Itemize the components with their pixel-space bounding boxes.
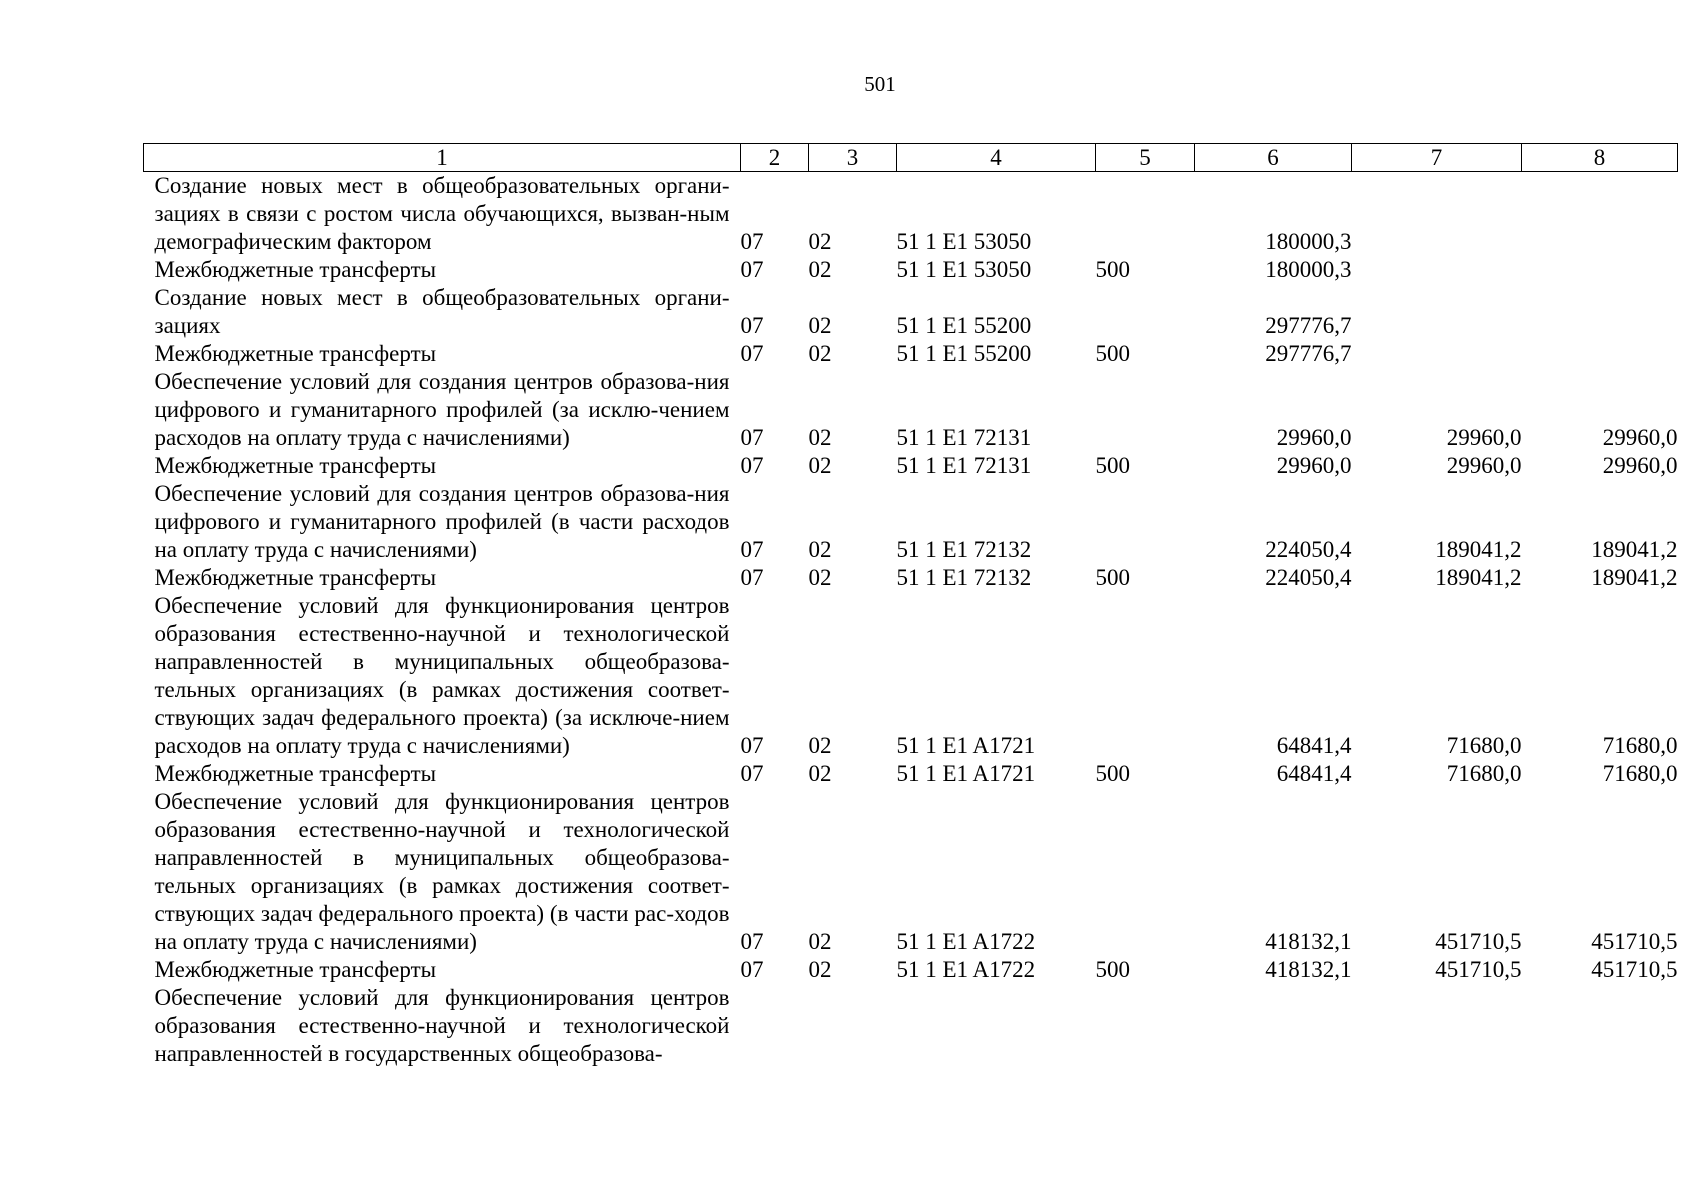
section-code-cell: 07	[740, 453, 764, 478]
amount-column-6-cell: 297776,7	[1265, 341, 1352, 366]
column-header: 7	[1352, 144, 1522, 172]
amount-column-8-cell	[1522, 284, 1678, 340]
section-code-cell: 07	[740, 957, 764, 982]
amount-column-7-cell: 451710,5	[1435, 957, 1522, 982]
amount-column-8-cell: 71680,0	[1602, 761, 1678, 786]
table-row	[144, 452, 1678, 480]
budget-table	[143, 143, 1678, 1068]
amount-column-7-cell	[1352, 284, 1522, 340]
section-code-cell: 07	[740, 565, 764, 590]
section-code-cell: 07	[740, 229, 764, 254]
subsection-code-cell	[809, 984, 897, 1068]
table-row	[144, 564, 1678, 592]
amount-column-6-cell: 418132,1	[1265, 957, 1352, 982]
subsection-code-cell: 02	[808, 929, 832, 954]
section-code-cell: 07	[740, 537, 764, 562]
amount-column-6-cell: 64841,4	[1276, 733, 1352, 758]
expense-type-cell: 500	[1095, 957, 1130, 982]
expense-type-cell	[1096, 368, 1195, 452]
section-code-cell: 07	[740, 425, 764, 450]
amount-column-6-cell	[1195, 984, 1352, 1068]
row-name-cell: Межбюджетные трансферты	[154, 257, 437, 282]
section-code-cell: 07	[740, 733, 764, 758]
column-header: 6	[1195, 144, 1352, 172]
amount-column-8-cell	[1522, 340, 1678, 368]
amount-column-8-cell: 189041,2	[1591, 565, 1678, 590]
column-header: 2	[741, 144, 809, 172]
subsection-code-cell: 02	[808, 425, 832, 450]
section-code-cell: 07	[740, 257, 764, 282]
table-row	[144, 480, 1678, 564]
amount-column-6-cell: 29960,0	[1276, 453, 1352, 478]
page-number: 501	[864, 72, 896, 96]
expense-type-cell: 500	[1095, 453, 1130, 478]
row-name-cell: Обеспечение условий для создания центров образова-ния цифрового и гуманитарного профилей (в части расходов на оплату труда с начислениями)	[154, 481, 730, 562]
target-article-cell: 51 1 E1 72131	[896, 453, 1032, 478]
row-name-cell: Межбюджетные трансферты	[154, 565, 437, 590]
expense-type-cell: 500	[1095, 565, 1130, 590]
section-code-cell: 07	[740, 761, 764, 786]
amount-column-7-cell	[1352, 172, 1522, 257]
amount-column-7-cell	[1352, 340, 1522, 368]
amount-column-8-cell: 189041,2	[1591, 537, 1678, 562]
table-row	[144, 340, 1678, 368]
table-row	[144, 368, 1678, 452]
amount-column-7-cell	[1352, 984, 1522, 1068]
table-row	[144, 984, 1678, 1068]
target-article-cell: 51 1 E1 A1722	[896, 929, 1036, 954]
amount-column-7-cell: 451710,5	[1435, 929, 1522, 954]
subsection-code-cell: 02	[808, 341, 832, 366]
table-body	[144, 172, 1678, 1069]
amount-column-8-cell: 29960,0	[1602, 453, 1678, 478]
row-name-cell: Создание новых мест в общеобразовательных органи-зациях	[154, 285, 730, 338]
row-name-cell: Обеспечение условий для создания центров образова-ния цифрового и гуманитарного профилей (за исклю-чением расходов на оплату труда с начислениями)	[154, 369, 730, 450]
expense-type-cell	[1096, 592, 1195, 760]
table-row	[144, 760, 1678, 788]
amount-column-6-cell: 418132,1	[1265, 929, 1352, 954]
target-article-cell: 51 1 E1 53050	[896, 257, 1032, 282]
row-name-cell: Межбюджетные трансферты	[154, 453, 437, 478]
amount-column-7-cell: 189041,2	[1435, 565, 1522, 590]
column-header: 5	[1096, 144, 1195, 172]
table-row	[144, 788, 1678, 956]
column-header: 3	[809, 144, 897, 172]
column-header: 4	[897, 144, 1096, 172]
amount-column-6-cell: 224050,4	[1265, 537, 1352, 562]
subsection-code-cell: 02	[808, 537, 832, 562]
section-code-cell: 07	[740, 341, 764, 366]
expense-type-cell: 500	[1095, 761, 1130, 786]
section-code-cell	[741, 984, 809, 1068]
amount-column-6-cell: 297776,7	[1265, 313, 1352, 338]
amount-column-6-cell: 64841,4	[1276, 761, 1352, 786]
row-name-cell: Обеспечение условий для функционирования центров образования естественно-научной и технологической направленностей в муниципальных общеобразова-тельных организациях (в рамках достижения соответ-ствующих задач федерального проекта) (за исключе-нием расходов на оплату труда с начислениями)	[154, 593, 730, 758]
target-article-cell: 51 1 E1 53050	[896, 229, 1032, 254]
row-name-cell: Обеспечение условий для функционирования центров образования естественно-научной и технологической направленностей в муниципальных общеобразова-тельных организациях (в рамках достижения соответ-ствующих задач федерального проекта) (в части рас-ходов на оплату труда с начислениями)	[154, 789, 730, 954]
section-code-cell: 07	[740, 929, 764, 954]
amount-column-7-cell: 189041,2	[1435, 537, 1522, 562]
expense-type-cell	[1096, 172, 1195, 257]
section-code-cell: 07	[740, 313, 764, 338]
subsection-code-cell: 02	[808, 733, 832, 758]
subsection-code-cell: 02	[808, 257, 832, 282]
expense-type-cell	[1096, 284, 1195, 340]
expense-type-cell: 500	[1095, 257, 1130, 282]
amount-column-8-cell: 29960,0	[1602, 425, 1678, 450]
expense-type-cell	[1096, 480, 1195, 564]
table-row	[144, 256, 1678, 284]
amount-column-7-cell	[1352, 256, 1522, 284]
row-name-cell: Межбюджетные трансферты	[154, 957, 437, 982]
column-header: 1	[144, 144, 741, 172]
target-article-cell: 51 1 E1 A1722	[896, 957, 1036, 982]
amount-column-7-cell: 29960,0	[1446, 425, 1522, 450]
target-article-cell: 51 1 E1 72132	[896, 565, 1032, 590]
table-row	[144, 592, 1678, 760]
amount-column-7-cell: 71680,0	[1446, 733, 1522, 758]
subsection-code-cell: 02	[808, 957, 832, 982]
target-article-cell: 51 1 E1 72131	[896, 425, 1032, 450]
row-name-cell: Межбюджетные трансферты	[154, 341, 437, 366]
expense-type-cell	[1096, 984, 1195, 1068]
subsection-code-cell: 02	[808, 565, 832, 590]
target-article-cell: 51 1 E1 55200	[896, 341, 1032, 366]
target-article-cell: 51 1 E1 A1721	[896, 761, 1036, 786]
row-name-cell: Межбюджетные трансферты	[154, 761, 437, 786]
expense-type-cell	[1096, 788, 1195, 956]
target-article-cell: 51 1 E1 A1721	[896, 733, 1036, 758]
column-number-header-row	[144, 144, 1678, 172]
amount-column-8-cell	[1522, 984, 1678, 1068]
row-name-cell: Создание новых мест в общеобразовательных органи-зациях в связи с ростом числа обучающихся, вызван-ным демографическим фактором	[154, 173, 730, 254]
subsection-code-cell: 02	[808, 313, 832, 338]
amount-column-8-cell: 451710,5	[1591, 957, 1678, 982]
target-article-cell	[897, 984, 1096, 1068]
column-header: 8	[1522, 144, 1678, 172]
target-article-cell: 51 1 E1 55200	[896, 313, 1032, 338]
target-article-cell: 51 1 E1 72132	[896, 537, 1032, 562]
table-row	[144, 284, 1678, 340]
amount-column-6-cell: 180000,3	[1265, 229, 1352, 254]
amount-column-6-cell: 180000,3	[1265, 257, 1352, 282]
amount-column-7-cell: 29960,0	[1446, 453, 1522, 478]
amount-column-6-cell: 224050,4	[1265, 565, 1352, 590]
subsection-code-cell: 02	[808, 229, 832, 254]
subsection-code-cell: 02	[808, 453, 832, 478]
expense-type-cell: 500	[1095, 341, 1130, 366]
amount-column-6-cell: 29960,0	[1276, 425, 1352, 450]
table-row	[144, 172, 1678, 257]
table-row	[144, 956, 1678, 984]
amount-column-8-cell: 451710,5	[1591, 929, 1678, 954]
amount-column-8-cell: 71680,0	[1602, 733, 1678, 758]
row-name-cell: Обеспечение условий для функционирования центров образования естественно-научной и технологической направленностей в государственных общеобразова-	[154, 985, 730, 1066]
subsection-code-cell: 02	[808, 761, 832, 786]
amount-column-8-cell	[1522, 256, 1678, 284]
amount-column-8-cell	[1522, 172, 1678, 257]
amount-column-7-cell: 71680,0	[1446, 761, 1522, 786]
